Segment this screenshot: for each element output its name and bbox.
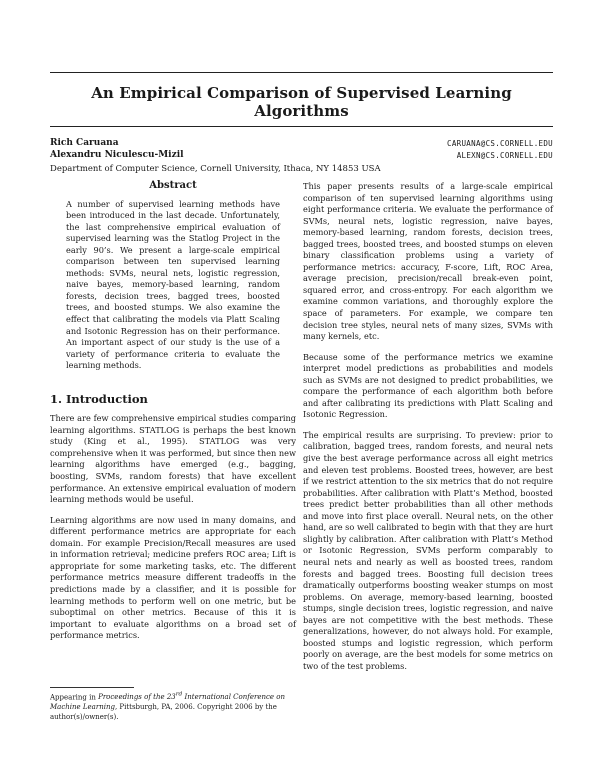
left-column [50,180,296,651]
abstract-text: A number of supervised learning methods have been introduced in the last decade. Unfortunately, the last comprehensive empirical evaluation of supervised learning was the Statlog Project in the early 90’s. We present a large-scale empirical comparison between ten supervised learning methods: SVMs, neural nets, logistic regression, naive bayes, memory-based learning, random forests, decision trees, bagged trees, boosted trees, and boosted stumps. We also examine the effect that calibrating the models via Platt Scaling and Isotonic Regression has on their performance. An important aspect of our study is the use of a variety of performance criteria to evaluate the learning methods. [66,198,280,371]
author-name-2: Alexandru Niculescu-Mizil [50,150,184,160]
footnote-superscript: rd [175,692,183,698]
paragraph: Because some of the performance metrics we examine interpret model predictions as probabilities and models such as SVMs are not designed to predict probabilities, we compare the performance of each algorithm both before and after calibrating its predictions with Platt Scaling and Isotonic Regression. [303,351,553,420]
title-rule-top [50,72,553,73]
paragraph: The empirical results are surprising. To preview: prior to calibration, bagged trees, random forests, and neural nets give the best average performance across all eight metrics and eleven test problems. Boosted trees, however, are best if we restrict attention to the six metrics that do not require probabilities. After calibration with Platt’s Method, boosted trees predict better probabilities than all other methods and move into first place overall. Neural nets, on the other hand, are so well calibrated to begin with that they are hurt slightly by calibration. After calibration with Platt’s Method or Isotonic Regression, SVMs perform comparably to neural nets and nearly as well as boosted trees, random forests and bagged trees. Boosting full decision trees dramatically outperforms boosting weaker stumps on most problems. On average, memory-based learning, boosted stumps, single decision trees, logistic regression, and naive bayes are not competitive with the best methods. These generalizations, however, do not always hold. For example, boosted stumps and logistic regression, which perform poorly on average, are the best models for some metrics on two of the test problems. [303,429,553,671]
footnote-suffix: , Pittsburgh, PA, 2006. Copyright 2006 by the author(s)/owner(s). [50,703,277,721]
author-email-1: CARUANA@CS.CORNELL.EDU [447,139,553,148]
paragraph: Learning algorithms are now used in many domains, and different performance metrics are appropriate for each domain. For example Precision/Recall measures are used in information retrieval; medicine prefers ROC area; Lift is appropriate for some marketing tasks, etc. The different performance metrics measure different tradeoffs in the predictions made by a classifier, and it is possible for learning methods to perform well on one metric, but be suboptimal on other metrics. Because of this it is important to evaluate algorithms on a broad set of performance metrics. [50,514,296,641]
author-email-2: ALEXN@CS.CORNELL.EDU [456,151,553,160]
paragraph: There are few comprehensive empirical studies comparing learning algorithms. STATLOG is perhaps the best known study (King et al., 1995). STATLOG was very comprehensive when it was performed, but since then new learning algorithms have emerged (e.g., bagging, boosting, SVMs, random forests) that have excellent performance. An extensive empirical evaluation of modern learning methods would be useful. [50,413,296,505]
footnote-rule [50,687,134,688]
title-rule-bottom [50,126,553,127]
paper-title: An Empirical Comparison of Supervised Learning Algorithms [91,84,512,120]
section-heading-introduction: 1. Introduction [50,391,148,406]
right-column [303,181,553,681]
footnote [50,687,296,723]
paragraph: This paper presents results of a large-scale empirical comparison of ten supervised learning algorithms using eight performance criteria. We evaluate the performance of SVMs, neural nets, logistic regression, naive bayes, memory-based learning, random forests, decision trees, bagged trees, boosted trees, and boosted stumps on eleven binary classification problems using a variety of performance metrics: accuracy, F-score, Lift, ROC Area, average precision, precision/recall break-even point, squared error, and cross-entropy. For each algorithm we examine common variations, and thoroughly explore the space of parameters. For example, we compare ten decision tree styles, neural nets of many sizes, SVMs with many kernels, etc. [303,181,553,342]
footnote-venue-b: International Conference on Machine Learning [50,693,285,712]
footnote-prefix: Appearing in [50,693,99,702]
affiliation: Department of Computer Science, Cornell University, Ithaca, NY 14853 USA [50,164,381,174]
abstract-heading: Abstract [149,180,197,191]
author-name-1: Rich Caruana [50,138,119,148]
footnote-venue-a: Proceedings of the 23 [98,693,176,702]
